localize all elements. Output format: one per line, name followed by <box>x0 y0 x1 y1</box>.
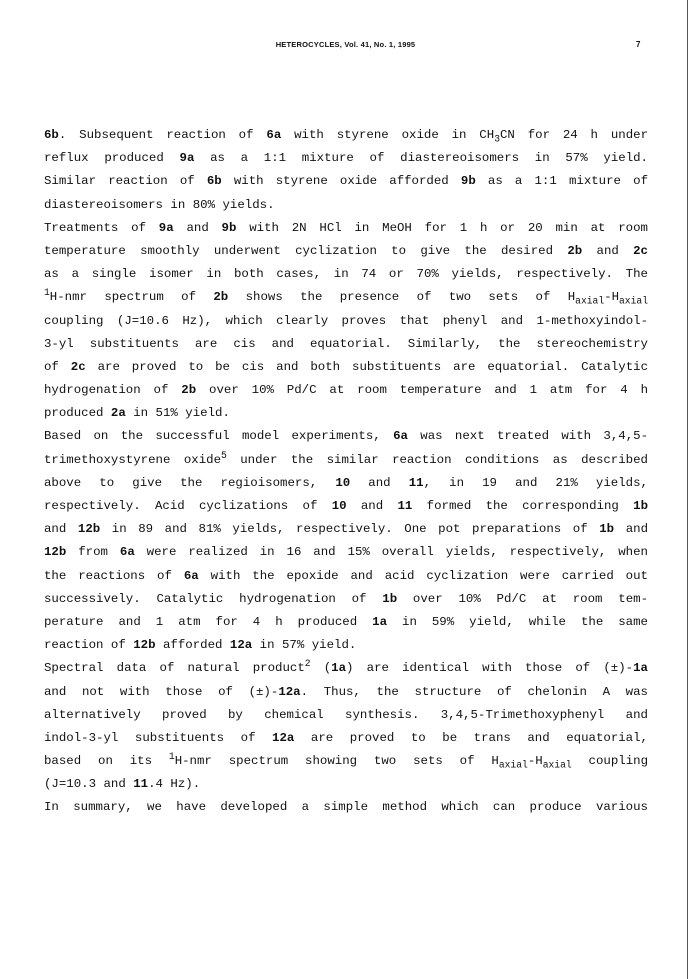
text-line: reaction of 12b afforded 12a in 57% yield. <box>44 638 357 653</box>
text-line: trimethoxystyrene oxide$^5$ under the similar reaction conditions as described <box>44 449 648 467</box>
text-line: and not with those of (±)-12a. Thus, the structure of chelonin A was <box>44 684 648 699</box>
text-line: successively. Catalytic hydrogenation of 1b over 10% Pd/C at room tem- <box>44 591 649 606</box>
text-line: Based on the successful model experiments, 6a was next treated with 3,4,5- <box>44 429 649 444</box>
text-line: diastereoisomers in 80% yields. <box>44 197 275 212</box>
page-number: 7 <box>636 40 641 49</box>
text-line: and 12b in 89 and 81% yields, respectively. One pot preparations of 1b and <box>44 522 649 537</box>
text-line: indol-3-yl substituents of 12a are proved to be trans and equatorial, <box>44 730 648 745</box>
text-line: Similar reaction of 6b with styrene oxide afforded 9b as a 1:1 mixture of <box>44 174 649 189</box>
text-line: 3-yl substituents are cis and equatorial. Similarly, the stereochemistry <box>44 336 648 351</box>
text-line: produced 2a in 51% yield. <box>44 406 230 421</box>
text-line: temperature smoothly underwent cyclization to give the desired 2b and 2c <box>44 243 648 258</box>
text-line: reflux produced 9a as a 1:1 mixture of diastereoisomers in 57% yield. <box>44 151 648 166</box>
text-line: of 2c are proved to be cis and both substituents are equatorial. Catalytic <box>44 359 648 374</box>
text-line: (J=10.3 and 11.4 Hz). <box>44 777 201 792</box>
text-line: 12b from 6a were realized in 16 and 15% overall yields, respectively, when <box>44 545 648 560</box>
page-edge-rule <box>687 0 688 979</box>
text-line: perature and 1 atm for 4 h produced 1a in 59% yield, while the same <box>44 614 648 629</box>
text-line: above to give the regioisomers, 10 and 11, in 19 and 21% yields, <box>44 475 648 490</box>
text-line: as a single isomer in both cases, in 74 or 70% yields, respectively. The <box>44 267 648 282</box>
journal-citation: HETEROCYCLES, Vol. 41, No. 1, 1995 <box>275 40 416 49</box>
text-line: respectively. Acid cyclizations of 10 and 11 formed the corresponding 1b <box>44 499 649 513</box>
text-line: coupling (J=10.6 Hz), which clearly proves that phenyl and 1-methoxyindol- <box>44 313 648 328</box>
text-line: the reactions of 6a with the epoxide and acid cyclization were carried out <box>44 568 648 583</box>
running-header <box>0 40 691 54</box>
text-line: 6b. Subsequent reaction of 6a with styrene oxide in $CH_3CN$ for 24 h under <box>44 128 649 145</box>
text-line: $^1$H-nmr spectrum of 2b shows the presence of two sets of $H_{axial}-H_{axial}$ <box>44 287 648 307</box>
text-line: based on its $^1$H-nmr spectrum showing two sets of $H_{axial}-H_{axial}$ coupling <box>44 750 649 771</box>
text-line: hydrogenation of 2b over 10% Pd/C at room temperature and 1 atm for 4 h <box>44 383 649 398</box>
text-line: alternatively proved by chemical synthesis. 3,4,5-Trimethoxyphenyl and <box>44 707 648 722</box>
text-line: Spectral data of natural product$^2$ (1a) are identical with those of (±)-1a <box>44 658 648 676</box>
body-text <box>44 124 648 820</box>
text-line: In summary, we have developed a simple method which can produce various <box>44 800 648 815</box>
text-line: Treatments of 9a and 9b with 2N HCl in MeOH for 1 h or 20 min at room <box>44 220 648 235</box>
